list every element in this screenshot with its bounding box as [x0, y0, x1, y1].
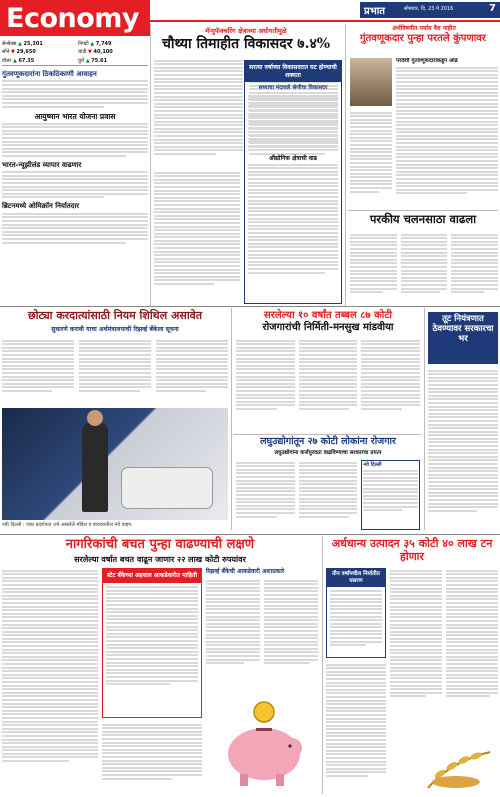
left-headline-3: भारत-न्यूझीलंड व्यापार वाढणार — [2, 160, 82, 169]
text-block — [2, 213, 148, 244]
info-box-title: सरत्या वर्षाच्या विकासदरात घट होण्याची शक्यता — [245, 61, 341, 82]
brand-bar — [360, 2, 500, 18]
bottom-right-body-1 — [326, 662, 386, 794]
text-block — [2, 123, 148, 157]
left-headline-4: ब्रिटनमध्ये ओमिक्रॉन निर्यातदार — [2, 202, 80, 211]
bottom-right-body-2 — [390, 568, 498, 718]
export-box-title: तीन वर्षांमधील निर्यातीत घसरण — [327, 569, 385, 587]
photo-object — [122, 468, 212, 508]
mid-subheadline-2: लघुउद्योगांना कर्जपुरवठा वाढविण्याचा सरकारचा प्रयत्न — [274, 450, 382, 456]
section-title: Economy — [6, 3, 140, 34]
bottom-box-title: स्टेट बँकेच्या अहवाल आकडेवारीत माहिती — [103, 569, 201, 583]
center-kicker: मॅन्युफॅक्चरिंग क्षेत्राच्या अधोगतीमुळे — [205, 27, 287, 35]
column-divider — [424, 308, 425, 530]
deficit-headline: तूट नियंत्रणात ठेवण्यावर सरकारचा भर — [432, 314, 494, 344]
piggy-bank-icon — [218, 694, 310, 792]
photo-caption: नवी दिल्ली : एका प्रदर्शनात उभे असलेले मॉडेल व बाजारातील नवे वाहन. — [2, 522, 133, 528]
column-divider — [345, 24, 346, 306]
page-number: 7 — [489, 3, 496, 14]
section-divider — [233, 434, 421, 435]
market-ticker — [2, 40, 148, 66]
right-headline: गुंतवणूकदार पुन्हा परतले कुंपणावर — [360, 33, 486, 44]
market-item: सेन्सेक्स ▲ 25,301 — [2, 41, 43, 47]
center-headline: चौथ्या तिमाहीत विकासदर ७.४% — [161, 36, 331, 52]
banner-headline: छोट्या करदात्यांसाठी नियम शिथिल असावेत — [27, 309, 203, 322]
center-bottom-body — [154, 170, 240, 302]
bottom-red-box — [102, 568, 202, 718]
portrait-photo — [350, 58, 392, 106]
news-photo — [2, 408, 228, 520]
column-divider — [322, 536, 323, 794]
bottom-body-1 — [2, 568, 98, 794]
column-divider — [150, 24, 151, 306]
column-divider — [231, 308, 232, 530]
left-headline-1: गुंतवणूकदारांना ठिकठिकाणी आवाहन — [2, 70, 97, 78]
brand-logo: प्रभात — [364, 6, 386, 17]
mid-boxed-note: नवे दिल्ली — [361, 460, 420, 530]
mid-body-2 — [236, 460, 420, 530]
right-body — [396, 58, 498, 208]
bottom-headline: नागरिकांची बचत पुन्हा वाढण्याची लक्षणे — [65, 537, 255, 552]
photo-figure-head — [87, 410, 103, 426]
mid-kicker: सरलेल्या १० वर्षांत तब्बल ८७ कोटी — [263, 310, 393, 321]
text-block — [2, 171, 148, 198]
banner-subheadline: सुधारणे करावी याचा अर्थमंत्रालयाची रिझर्व्ह बँकेला सूचना — [51, 326, 179, 333]
info-box — [244, 60, 342, 304]
bottom-body-2 — [102, 722, 202, 794]
banner-body — [2, 338, 228, 406]
date-line: सोमवार, दि. 23 मे 2016 — [404, 6, 454, 12]
market-item: चांदी ▼ 40,100 — [78, 49, 113, 56]
right-mid-body — [428, 368, 498, 530]
right-subheadline: परदेशी गुंतवणूकदारांकडून ओढ — [396, 58, 458, 64]
bottom-body-3 — [206, 578, 318, 688]
section-divider — [348, 210, 498, 211]
section-divider — [0, 306, 500, 307]
info-box-subtitle: सध्याचा मंदावले श्रेणीचा विकासदर — [258, 85, 328, 91]
deficit-box — [428, 312, 498, 364]
bottom-col3-title: रिझर्व्ह बँकेची आकडेवारी अशाप्रकारे — [206, 568, 285, 575]
right-kicker: अर्थविषयीत पर्याय वैध नाहीत — [392, 25, 456, 32]
mid-headline-2: लघुउद्योगांतून २७ कोटी लोकांना रोजगार — [260, 436, 396, 447]
export-box — [326, 568, 386, 658]
info-box-subheading: औद्योगिक क्षेत्राची वाढ — [269, 154, 317, 162]
mid-headline: रोजगारांची निर्मिती-मनसुख मांडवीया — [262, 322, 394, 333]
market-item: डॉलर ▲ 67.35 — [2, 57, 35, 64]
header-rule — [150, 20, 500, 22]
right-body-left — [350, 110, 392, 208]
wheat-icon — [420, 722, 498, 792]
left-column — [2, 70, 148, 300]
left-headline-2: आयुष्मान भारत योजना प्रवास — [34, 111, 116, 121]
section-divider — [0, 534, 500, 535]
market-item: सोने ▼ 29,650 — [2, 49, 36, 56]
bottom-subheadline: सरलेल्या वर्षात बचत वाढून जाणार २२ लाख कोटी रुपयांवर — [74, 555, 246, 564]
right-headline-2: परकीय चलनसाठा वाढला — [369, 212, 477, 226]
section-masthead — [0, 0, 150, 36]
grain-illustration — [420, 722, 498, 792]
market-item: निफ्टी ▲ 7,749 — [78, 41, 112, 47]
text-block — [2, 80, 148, 107]
market-item: युरो ▲ 75.61 — [78, 57, 108, 64]
piggy-bank-illustration — [218, 694, 310, 792]
right-body-2 — [350, 232, 498, 304]
bottom-right-headline: अर्धधान्य उत्पादन ३५ कोटी ४० लाख टन होणार — [331, 537, 493, 563]
mid-body — [236, 338, 420, 432]
photo-figure — [82, 422, 108, 512]
